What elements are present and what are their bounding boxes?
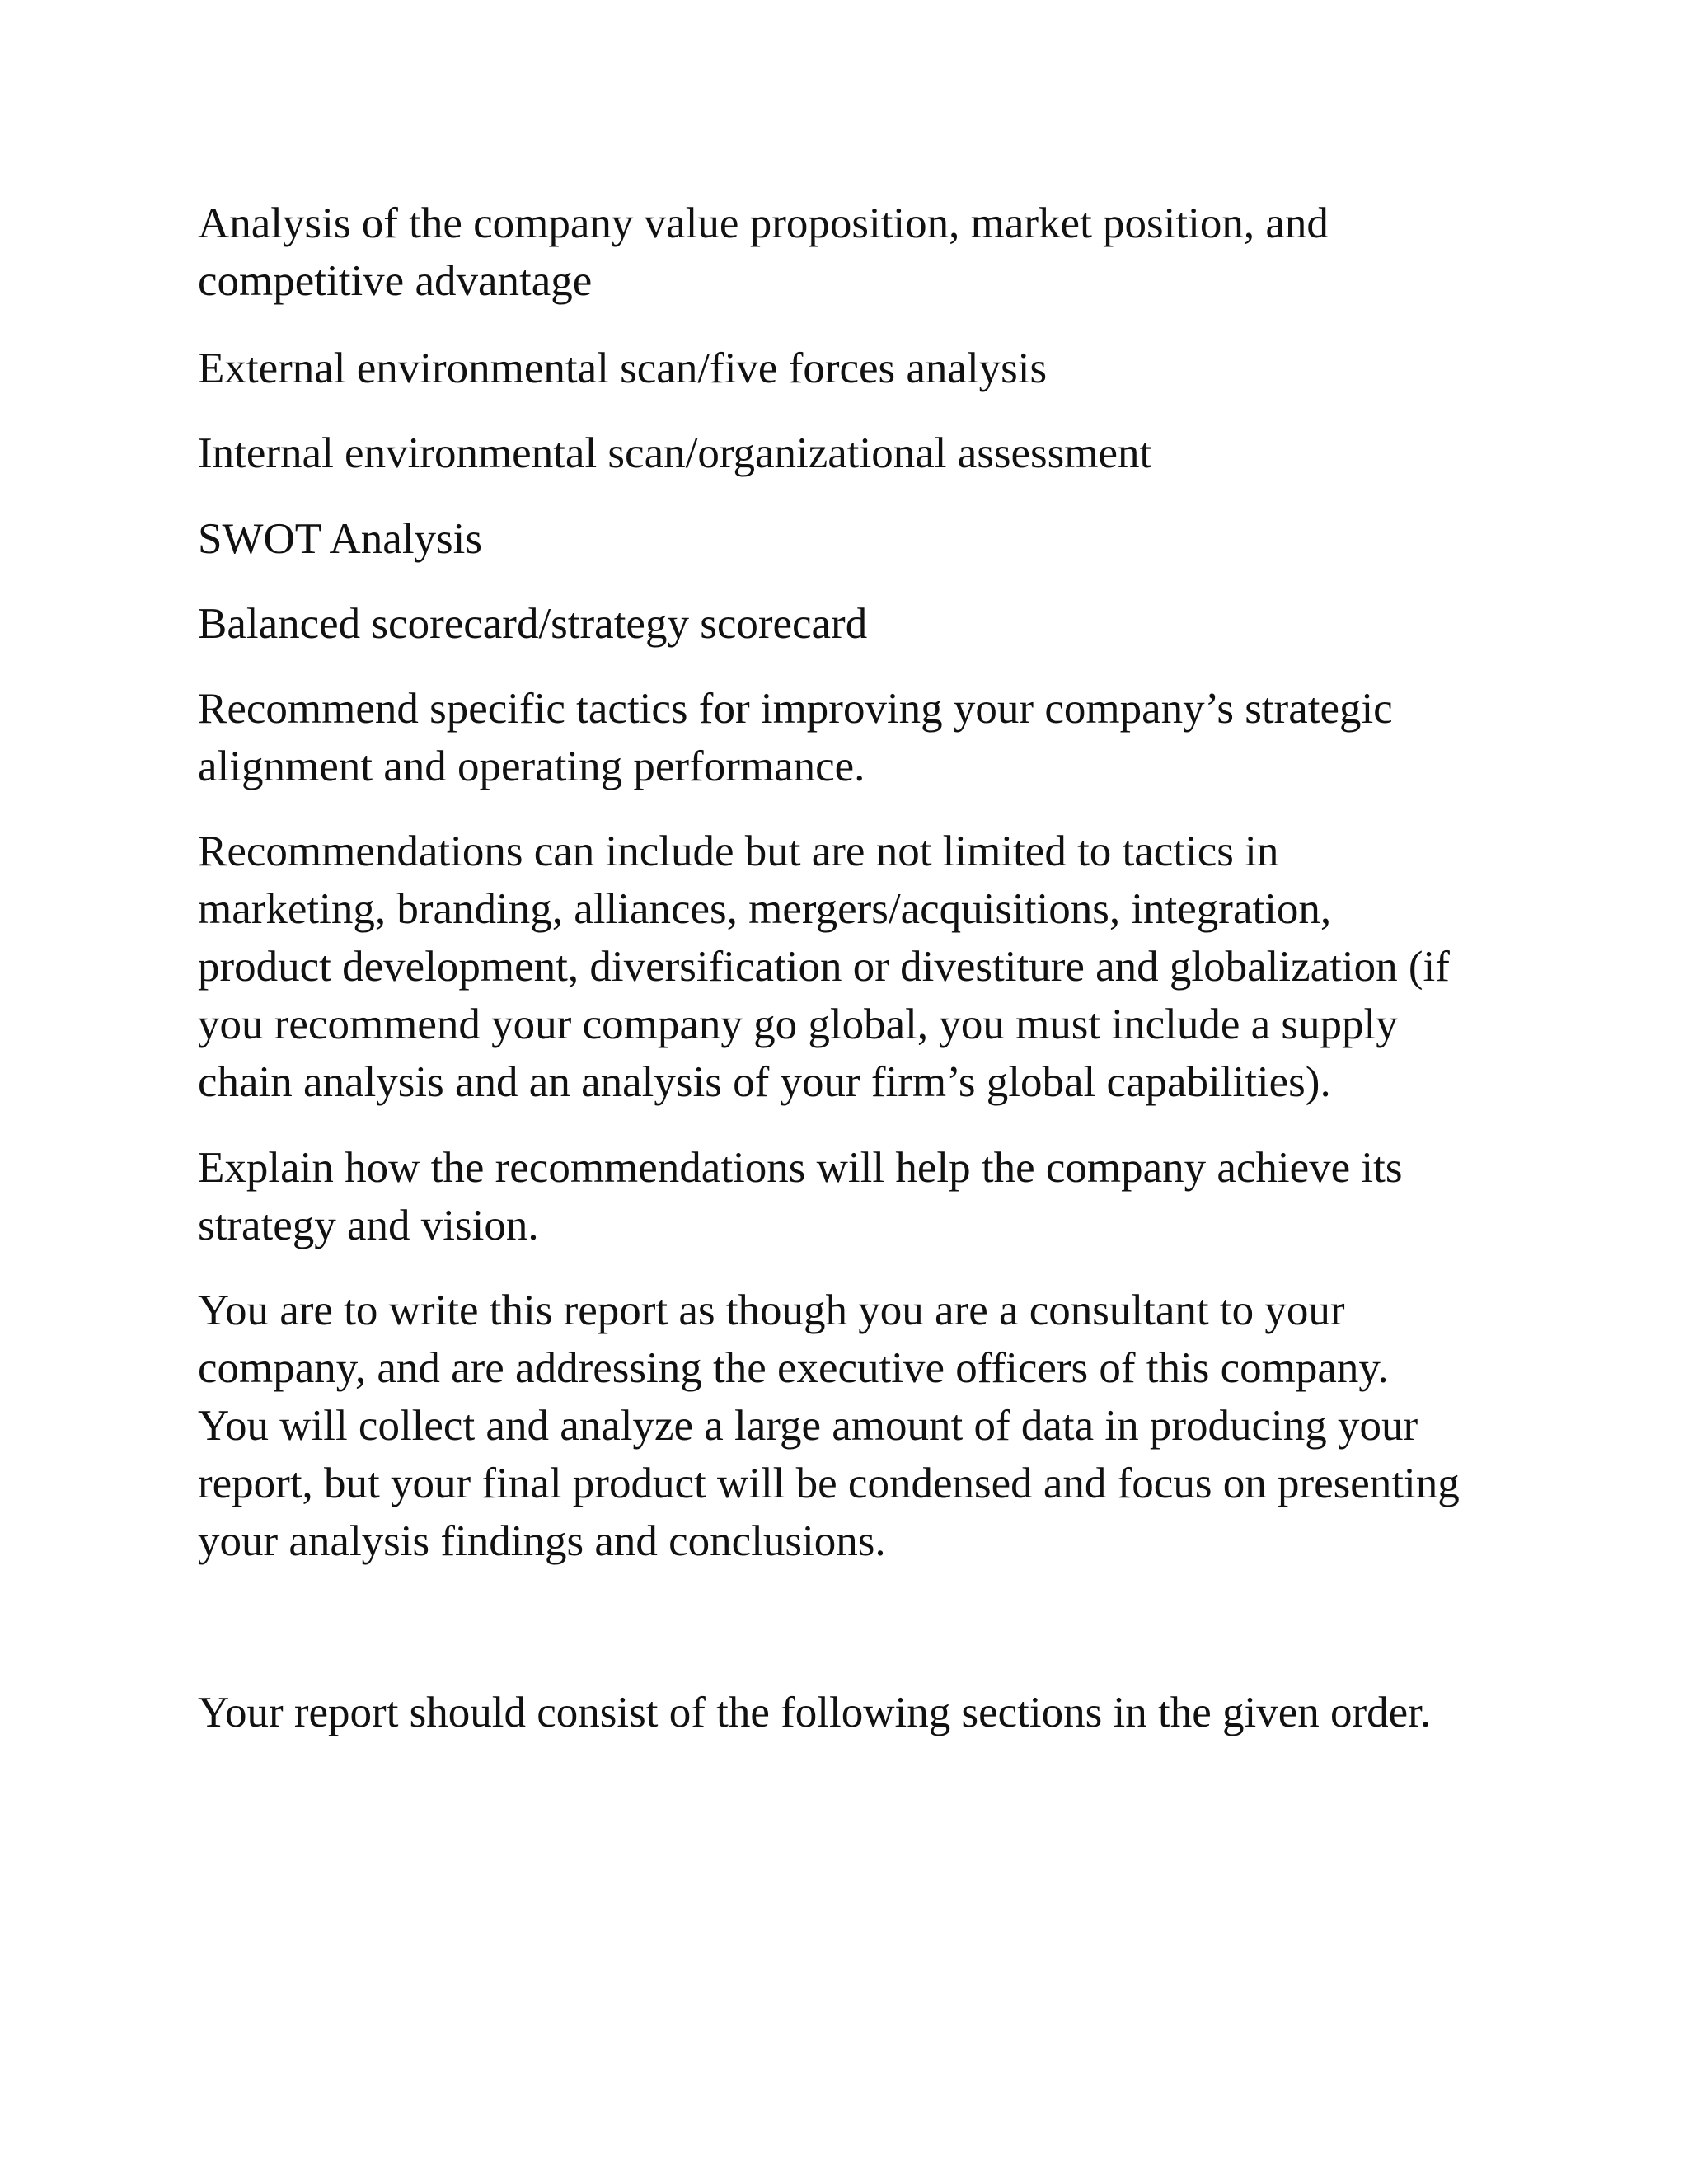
text-line: Explain how the recommendations will help the company achieve its: [198, 1144, 1403, 1192]
text-line: You will collect and analyze a large amount of data in producing your: [198, 1402, 1418, 1450]
paragraph-recommendations-scope: [198, 823, 1500, 1111]
paragraph-swot: [198, 510, 1500, 568]
text-line: competitive advantage: [198, 257, 593, 305]
text-line: strategy and vision.: [198, 1202, 539, 1249]
text-line: alignment and operating performance.: [198, 743, 865, 790]
paragraph-value-proposition: [198, 194, 1500, 310]
text-line: Internal environmental scan/organizational assessment: [198, 429, 1152, 477]
text-line: report, but your final product will be condensed and focus on presenting: [198, 1460, 1460, 1507]
text-line: External environmental scan/five forces analysis: [198, 344, 1048, 392]
paragraph-consultant-report: [198, 1282, 1500, 1570]
text-line: Balanced scorecard/strategy scorecard: [198, 600, 868, 648]
text-line: your analysis findings and conclusions.: [198, 1517, 886, 1565]
paragraph-explain-recommendations: [198, 1139, 1500, 1254]
paragraph-balanced-scorecard: [198, 595, 1500, 653]
paragraph-recommend-tactics: [198, 680, 1500, 795]
text-line: chain analysis and an analysis of your firm’s global capabilities).: [198, 1058, 1331, 1106]
text-line: Recommend specific tactics for improving your company’s strategic: [198, 685, 1393, 733]
text-line: product development, diversification or divestiture and globalization (if: [198, 943, 1450, 991]
paragraph-report-sections: [198, 1684, 1500, 1741]
text-line: marketing, branding, alliances, mergers/acquisitions, integration,: [198, 885, 1332, 933]
text-line: You are to write this report as though you are a consultant to your: [198, 1286, 1345, 1334]
text-line: Your report should consist of the following sections in the given order.: [198, 1689, 1432, 1736]
text-line: Recommendations can include but are not limited to tactics in: [198, 827, 1279, 875]
text-line: Analysis of the company value proposition, market position, and: [198, 199, 1329, 247]
text-line: you recommend your company go global, you must include a supply: [198, 1001, 1398, 1048]
paragraph-internal-scan: [198, 424, 1500, 482]
paragraph-external-scan: [198, 340, 1500, 397]
text-line: company, and are addressing the executive officers of this company.: [198, 1344, 1389, 1392]
text-line: SWOT Analysis: [198, 515, 483, 563]
